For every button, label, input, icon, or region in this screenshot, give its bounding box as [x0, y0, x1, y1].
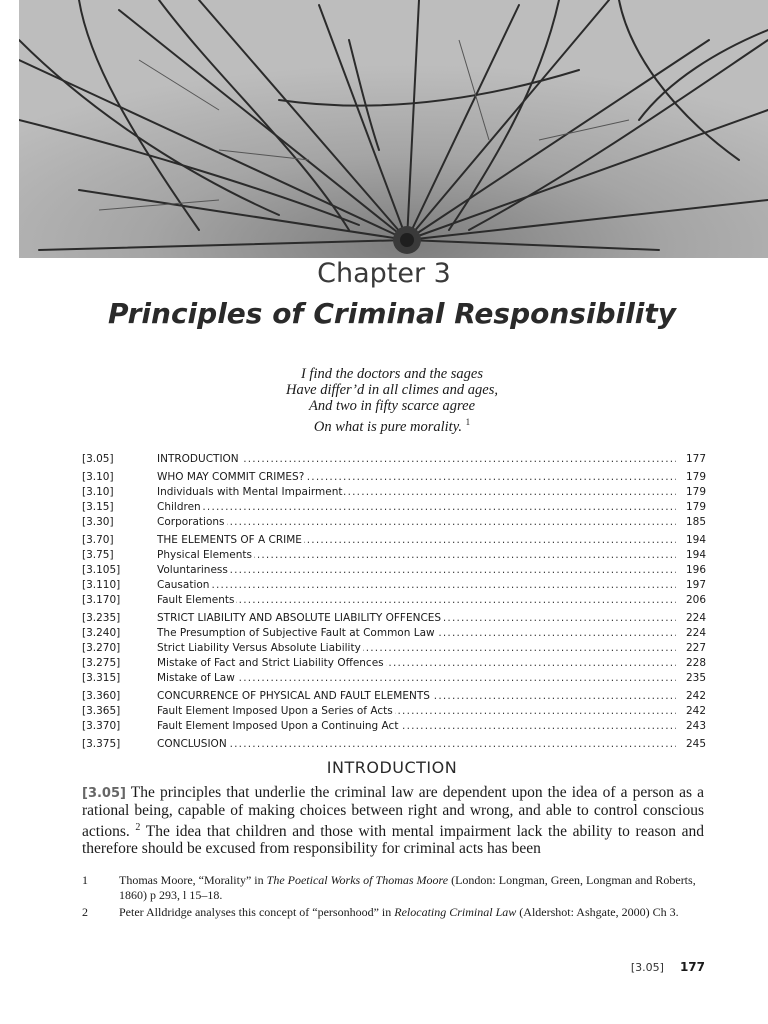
toc-page: 177	[685, 453, 706, 465]
toc-title-text: WHO MAY COMMIT CRIMES?	[157, 471, 305, 483]
toc-row	[82, 656, 706, 671]
toc-row	[82, 737, 706, 752]
toc-title	[157, 626, 676, 641]
toc-row	[82, 689, 706, 704]
toc-row	[82, 578, 706, 593]
toc-row	[82, 485, 706, 500]
epigraph-line	[0, 414, 768, 435]
toc-row	[82, 641, 706, 656]
toc-page: 242	[685, 690, 706, 702]
toc-ref: [3.10]	[82, 471, 114, 483]
toc-title-text: Strict Liability Versus Absolute Liability	[157, 642, 361, 654]
footnote	[82, 905, 704, 920]
toc-page: 179	[685, 471, 706, 483]
footer-ref: [3.05]	[630, 961, 664, 974]
toc-ref: [3.270]	[82, 642, 121, 654]
toc-title	[157, 689, 676, 704]
toc-title	[157, 470, 676, 485]
toc-row	[82, 704, 706, 719]
toc-title	[157, 704, 676, 719]
section-heading: INTRODUCTION	[326, 758, 458, 777]
toc-page: 194	[685, 534, 706, 546]
toc-title-text: Mistake of Law	[157, 672, 235, 684]
footnote-text: (London: Longman, Green, Longman and Roberts, 1860) p 293, l 15–18.	[119, 873, 696, 902]
toc-row	[82, 470, 706, 485]
epigraph	[0, 366, 768, 435]
toc-title	[157, 452, 676, 467]
page-footer	[631, 960, 705, 974]
toc-ref: [3.170]	[82, 594, 121, 606]
chapter-number: Chapter 3	[317, 258, 451, 289]
toc-row	[82, 611, 706, 626]
epigraph-line-text: On what is pure morality.	[313, 418, 462, 435]
toc-title-text: Fault Element Imposed Upon a Series of Acts	[157, 705, 393, 717]
toc-ref: [3.235]	[82, 612, 121, 624]
chapter-title: Principles of Criminal Responsibility	[107, 297, 677, 330]
toc-title-text: Causation	[157, 579, 210, 591]
toc-ref: [3.315]	[82, 672, 121, 684]
footnote	[82, 873, 704, 903]
footnote-number: 1	[82, 873, 88, 887]
toc-title-text: STRICT LIABILITY AND ABSOLUTE LIABILITY OFFENCES	[157, 612, 442, 624]
toc-title-text: Fault Element Imposed Upon a Continuing Act	[157, 720, 399, 732]
toc-row	[82, 452, 706, 467]
toc-title	[157, 737, 676, 752]
toc-title-text: INTRODUCTION	[157, 453, 239, 465]
toc-title	[157, 485, 676, 500]
toc-title	[157, 641, 676, 656]
toc-title	[157, 593, 676, 608]
toc-title-text: Children	[157, 501, 201, 513]
toc-ref: [3.105]	[82, 564, 121, 576]
toc-row	[82, 563, 706, 578]
toc-ref: [3.370]	[82, 720, 121, 732]
toc-page: 224	[685, 612, 706, 624]
toc-row	[82, 671, 706, 686]
toc-ref: [3.365]	[82, 705, 121, 717]
toc-page: 228	[685, 657, 706, 669]
footnote-number: 2	[82, 905, 88, 919]
toc-ref: [3.375]	[82, 738, 121, 750]
toc-ref: [3.70]	[82, 534, 114, 546]
toc-title-text: The Presumption of Subjective Fault at Common Law	[157, 627, 435, 639]
epigraph-line: And two in fifty scarce agree	[308, 398, 476, 414]
toc-row	[82, 626, 706, 641]
page-number: 177	[679, 960, 705, 974]
toc-row	[82, 515, 706, 530]
epigraph-line: Have differ’d in all climes and ages,	[286, 382, 498, 398]
toc-ref: [3.10]	[82, 486, 114, 498]
toc-page: 197	[685, 579, 706, 591]
toc-ref: [3.75]	[82, 549, 114, 561]
toc-title	[157, 548, 676, 563]
toc-title	[157, 563, 676, 578]
toc-title	[157, 719, 676, 734]
toc-page: 196	[685, 564, 706, 576]
crack-lines	[19, 0, 768, 258]
paragraph-text: The principles that underlie the criminal law are dependent upon the idea of a person as a rational being, capable of making choices between right and wrong, and able to control conscious actions.	[82, 784, 704, 841]
toc-title-text: THE ELEMENTS OF A CRIME	[157, 534, 302, 546]
toc-row	[82, 500, 706, 515]
toc-row	[82, 533, 706, 548]
footnote-book-title: Relocating Criminal Law	[394, 905, 517, 919]
toc-page: 235	[685, 672, 706, 684]
toc-page: 243	[685, 720, 706, 732]
toc-row	[82, 719, 706, 734]
toc-ref: [3.275]	[82, 657, 121, 669]
toc-title	[157, 500, 676, 515]
paragraph-ref: [3.05]	[82, 786, 126, 801]
toc-title-text: Voluntariness	[157, 564, 228, 576]
toc-ref: [3.30]	[82, 516, 114, 528]
toc-title-text: Mistake of Fact and Strict Liability Offences	[157, 657, 384, 669]
toc-page: 206	[685, 594, 706, 606]
toc-page: 185	[685, 516, 706, 528]
shattered-glass-image	[19, 0, 768, 258]
toc-title	[157, 656, 676, 671]
toc-title	[157, 515, 676, 530]
footnotes	[82, 873, 704, 922]
toc-title	[157, 578, 676, 593]
toc-ref: [3.240]	[82, 627, 121, 639]
toc-page: 179	[685, 486, 706, 498]
toc-page: 224	[685, 627, 706, 639]
toc-ref: [3.360]	[82, 690, 121, 702]
toc-row	[82, 548, 706, 563]
table-of-contents	[82, 452, 706, 752]
footnote-book-title: The Poetical Works of Thomas Moore	[266, 873, 449, 887]
toc-title	[157, 671, 676, 686]
toc-ref: [3.05]	[82, 453, 114, 465]
toc-title-text: CONCLUSION	[157, 738, 227, 750]
toc-ref: [3.110]	[82, 579, 121, 591]
toc-page: 245	[685, 738, 706, 750]
paragraph-text: The idea that children and those with mental impairment lack the ability to reason and therefore should be excused from responsibility for criminal acts has been	[82, 823, 704, 858]
toc-ref: [3.15]	[82, 501, 114, 513]
toc-title-text: Corporations	[157, 516, 225, 528]
footnote-ref: 2	[135, 822, 141, 833]
toc-title-text: Fault Elements	[157, 594, 235, 606]
epigraph-line: I find the doctors and the sages	[300, 366, 484, 382]
toc-page: 242	[685, 705, 706, 717]
footnote-text: Thomas Moore, “Morality” in	[119, 873, 267, 887]
footnote-text: (Aldershot: Ashgate, 2000) Ch 3.	[516, 905, 679, 919]
toc-title-text: Physical Elements	[157, 549, 252, 561]
toc-title	[157, 611, 676, 626]
footnote-ref: 1	[465, 417, 471, 427]
toc-title-text: CONCURRENCE OF PHYSICAL AND FAULT ELEMENTS	[157, 690, 430, 702]
toc-title	[157, 533, 676, 548]
toc-page: 179	[685, 501, 706, 513]
toc-row	[82, 593, 706, 608]
toc-title-text: Individuals with Mental Impairment	[157, 486, 343, 498]
toc-page: 227	[685, 642, 706, 654]
body-paragraph	[82, 784, 704, 857]
toc-page: 194	[685, 549, 706, 561]
footnote-text: Peter Alldridge analyses this concept of “personhood” in	[119, 905, 395, 919]
